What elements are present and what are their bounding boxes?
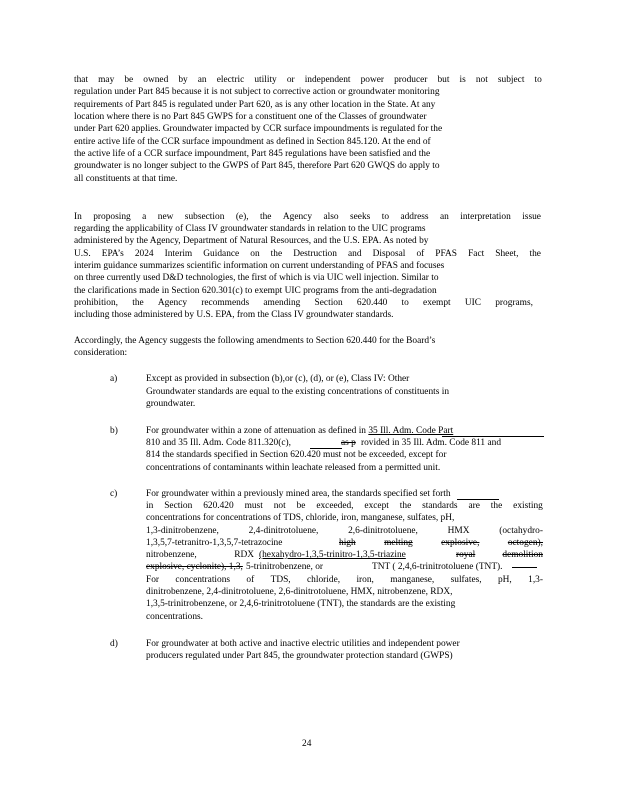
word: but bbox=[437, 75, 450, 85]
word: may bbox=[98, 75, 115, 85]
word: producer bbox=[394, 75, 428, 85]
item-c-line-7-text: 5-trinitrobenzene, or bbox=[246, 562, 324, 572]
word: 620.440 bbox=[356, 298, 388, 308]
word: 1,3-dinitrobenzene, bbox=[146, 526, 219, 536]
word: Agency bbox=[282, 212, 313, 222]
word: Fact bbox=[468, 249, 485, 259]
word: an bbox=[197, 75, 207, 85]
word: or bbox=[286, 75, 295, 85]
word: must bbox=[244, 501, 263, 511]
word: power bbox=[360, 75, 385, 85]
word: standards bbox=[422, 501, 458, 511]
word: pH, bbox=[497, 575, 512, 585]
item-b-line-2-rest: rovided in 35 Ill. Adm. Code 811 and bbox=[361, 438, 502, 448]
word: the bbox=[259, 212, 272, 222]
word: HMX bbox=[447, 526, 470, 536]
word: existing bbox=[513, 501, 543, 511]
word: exempt bbox=[423, 298, 451, 308]
item-b-line-2-text: 810 and 35 Ill. Adm. Code 811.320(c), bbox=[146, 438, 291, 448]
item-b-inserted-citation: 35 Ill. Adm. Code Part bbox=[368, 426, 454, 436]
word: on bbox=[250, 249, 260, 259]
word: independent bbox=[304, 75, 351, 85]
para1-line-8: groundwater is no longer subject to the GWPS of Part 845, therefore Part 620 GWQS do apply to bbox=[74, 161, 440, 171]
para2-line-5: interim guidance summarizes scientific information on current understanding of PFAS and focuses bbox=[74, 261, 445, 271]
item-c-line-5-text: 1,3,5,7-tetranitro-1,3,5,7-tetrazocine bbox=[146, 538, 283, 548]
para1-line-5: under Part 620 applies. Groundwater impacted by CCR surface impoundments is regulated for the bbox=[74, 124, 443, 134]
word: RDX bbox=[234, 550, 254, 560]
word: demolition bbox=[502, 550, 543, 560]
word: Section bbox=[314, 298, 343, 308]
item-a-line-3: groundwater. bbox=[146, 399, 196, 409]
word: be bbox=[296, 501, 306, 511]
para2-line-3: administered by the Agency, Department of Natural Resources, and the U.S. EPA. As noted by bbox=[74, 236, 429, 246]
word: issue bbox=[522, 212, 541, 222]
para1-line-7: the active life of a CCR surface impoundment, Part 845 regulations have been satisfied and the bbox=[74, 149, 431, 159]
word: the bbox=[490, 501, 503, 511]
word: by bbox=[178, 75, 188, 85]
word: For bbox=[146, 575, 160, 585]
para1-line-6: entire active life of the CCR surface impoundment as defined in Section 845.120. At the end of bbox=[74, 137, 431, 147]
word: and bbox=[347, 249, 362, 259]
item-c-line-9: dinitrobenzene, 2,4-dinitrotoluene, 2,6-dinitrotoluene, HMX, nitrobenzene, RDX, bbox=[146, 587, 453, 597]
word: to bbox=[381, 212, 390, 222]
word: chloride, bbox=[307, 575, 341, 585]
item-a-line-1: Except as provided in subsection (b),or (c), (d), or (e), Class IV: Other bbox=[146, 374, 410, 384]
word: the bbox=[399, 501, 412, 511]
para2-line-6: on three currently used D&D technologies, the first of which is via UIC well injection. Similar to bbox=[74, 273, 439, 283]
word: melting bbox=[384, 538, 413, 548]
item-c-line-3: concentrations for concentrations of TDS, chloride, iron, manganese, sulfates, pH, bbox=[146, 513, 455, 523]
word: is bbox=[459, 75, 466, 85]
item-b-deleted-text: as p bbox=[341, 438, 356, 448]
para2-line-1 bbox=[74, 211, 541, 223]
item-c-marker: c) bbox=[110, 489, 118, 499]
word: Agency bbox=[157, 298, 188, 308]
para1-line-1 bbox=[74, 74, 542, 86]
word: 620.420 bbox=[203, 501, 234, 511]
word: nitrobenzene, bbox=[146, 550, 197, 560]
item-c-line-6-text bbox=[146, 549, 254, 561]
word: programs, bbox=[495, 298, 533, 308]
word: UIC bbox=[464, 298, 482, 308]
word: in bbox=[146, 501, 154, 511]
word: In bbox=[74, 212, 82, 222]
item-c-line-2 bbox=[146, 500, 543, 512]
word: Disposal bbox=[372, 249, 406, 259]
word: EPA’s bbox=[101, 249, 124, 259]
item-a-line-2: Groundwater standards are equal to the existing concentrations of constituents in bbox=[146, 387, 450, 397]
word: TDS, bbox=[270, 575, 291, 585]
item-b-line-1 bbox=[146, 425, 453, 437]
word: iron, bbox=[356, 575, 374, 585]
word: also bbox=[323, 212, 339, 222]
para2-line-4 bbox=[74, 248, 541, 260]
word: manganese, bbox=[390, 575, 435, 585]
para1-line-4: location where there is no Part 845 GWPS for a constituent one of the Classes of groundwater bbox=[74, 112, 427, 122]
word: not bbox=[273, 501, 286, 511]
item-d-line-1: For groundwater at both active and inactive electric utilities and independent power bbox=[146, 639, 460, 649]
item-b-line-1-text: For groundwater within a zone of attenuation as defined in bbox=[146, 426, 369, 436]
word: subsection bbox=[184, 212, 225, 222]
item-c-line-8 bbox=[146, 574, 543, 586]
para2-line-2: regarding the applicability of Class IV groundwater standards in relation to the UIC programs bbox=[74, 224, 426, 234]
word: U.S. bbox=[74, 249, 91, 259]
word: PFAS bbox=[435, 249, 458, 259]
word: Interim bbox=[164, 249, 193, 259]
word: not bbox=[475, 75, 488, 85]
item-c-line-5-deleted bbox=[339, 537, 543, 549]
word: Guidance bbox=[203, 249, 240, 259]
item-c-line-7-rule bbox=[512, 567, 537, 568]
item-c-line-4 bbox=[146, 525, 543, 537]
item-c-line-11: concentrations. bbox=[146, 612, 204, 622]
word: new bbox=[157, 212, 174, 222]
word: a bbox=[142, 212, 147, 222]
word: (e), bbox=[235, 212, 249, 222]
word: octogen), bbox=[507, 538, 543, 548]
word: that bbox=[74, 75, 89, 85]
item-b-line-4: concentrations of contaminants within leachate released from a permitted unit. bbox=[146, 463, 441, 473]
item-d-marker: d) bbox=[110, 639, 118, 649]
word: 2,6-dinitrotoluene, bbox=[348, 526, 418, 536]
item-c-line-7-tnt: TNT ( 2,4,6-trinitrotoluene (TNT). bbox=[372, 562, 503, 572]
word: Section bbox=[164, 501, 193, 511]
word: proposing bbox=[93, 212, 131, 222]
word: prohibition, bbox=[74, 298, 119, 308]
para3-line-2: consideration: bbox=[74, 348, 128, 358]
para2-line-7: the clarifications made in Section 620.301(c) to exempt UIC programs from the anti-degradation bbox=[74, 286, 437, 296]
para1-line-3: requirements of Part 845 is regulated under Part 620, as is any other location in the State. At any bbox=[74, 100, 436, 110]
word: concentrations bbox=[175, 575, 231, 585]
word: electric bbox=[216, 75, 245, 85]
word: except bbox=[364, 501, 389, 511]
word: subject bbox=[497, 75, 525, 85]
item-c-line-6-underlined: (hexahydro-1,3,5-trinitro-1,3,5-triazine bbox=[259, 550, 406, 560]
word: sulfates, bbox=[450, 575, 482, 585]
word: high bbox=[339, 538, 356, 548]
para3-line-1: Accordingly, the Agency suggests the following amendments to Section 620.440 for the Board’s bbox=[74, 336, 436, 346]
word: exceeded, bbox=[316, 501, 354, 511]
word: utility bbox=[254, 75, 277, 85]
word: (octahydro- bbox=[499, 526, 543, 536]
word: address bbox=[400, 212, 429, 222]
word: the bbox=[132, 298, 144, 308]
item-c-line-10: 1,3,5-trinitrobenzene, or 2,4,6-trinitrotoluene (TNT), the standards are the existing bbox=[146, 599, 456, 609]
word: Sheet, bbox=[495, 249, 519, 259]
word: amending bbox=[263, 298, 301, 308]
word: of bbox=[416, 249, 425, 259]
para2-line-9: including those administered by U.S. EPA, from the Class IV groundwater standards. bbox=[74, 310, 394, 320]
word: owned bbox=[143, 75, 169, 85]
item-b-line-3: 814 the standards specified in Section 620.420 must not be exceeded, except for bbox=[146, 450, 447, 460]
item-c-line-7-deleted: explosive, cyclonite), 1,3, bbox=[146, 562, 243, 572]
item-c-line-6-deleted bbox=[456, 549, 543, 561]
word: interpretation bbox=[460, 212, 511, 222]
word: recommends bbox=[201, 298, 250, 308]
para2-line-8 bbox=[74, 297, 533, 309]
word: seeks bbox=[349, 212, 371, 222]
para1-line-9: all constituents at that time. bbox=[74, 174, 178, 184]
para1-line-2: regulation under Part 845 because it is not subject to corrective action or groundwater monitoring bbox=[74, 87, 440, 97]
word: 2,4-dinitrotoluene, bbox=[248, 526, 319, 536]
word: the bbox=[529, 249, 541, 259]
item-a-marker: a) bbox=[110, 374, 118, 384]
word: be bbox=[124, 75, 134, 85]
item-d-line-2: producers regulated under Part 845, the groundwater protection standard (GWPS) bbox=[146, 651, 453, 661]
word: royal bbox=[456, 550, 476, 560]
word: Destruction bbox=[293, 249, 337, 259]
item-c-line-1: For groundwater within a previously mined area, the standards specified set forth bbox=[146, 489, 451, 499]
word: 2024 bbox=[134, 249, 154, 259]
word: to bbox=[534, 75, 542, 85]
word: an bbox=[439, 212, 449, 222]
word: of bbox=[246, 575, 255, 585]
word: explosive, bbox=[441, 538, 480, 548]
word: the bbox=[270, 249, 283, 259]
word: to bbox=[401, 298, 409, 308]
item-b-marker: b) bbox=[110, 426, 118, 436]
word: are bbox=[468, 501, 480, 511]
page-number: 24 bbox=[302, 739, 312, 749]
word: 1,3- bbox=[528, 575, 543, 585]
